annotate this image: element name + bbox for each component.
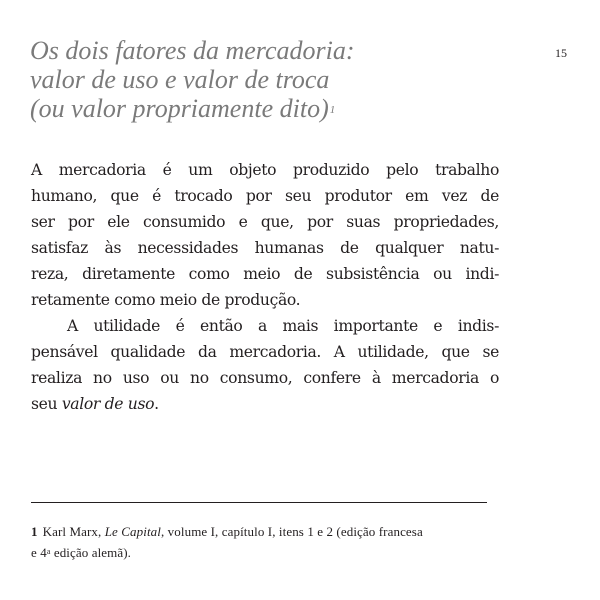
footnote-superscript: a xyxy=(46,547,51,556)
paragraph-1-line: retamente como meio de produção. xyxy=(31,291,301,309)
paragraph-1-line: ser por ele consumido e que, por suas propriedades, xyxy=(31,213,499,231)
page-number: 15 xyxy=(555,46,567,60)
paragraph-2 xyxy=(31,313,499,417)
body-text xyxy=(31,157,499,417)
paragraph-2-line: pensável qualidade da mercadoria. A utilidade, que se xyxy=(31,343,499,361)
paragraph-1-line: satisfaz às necessidades humanas de qualquer natu- xyxy=(31,239,499,257)
heading-line-1: Os dois fatores da mercadoria: xyxy=(30,36,355,65)
heading-line-2: valor de uso e valor de troca xyxy=(30,65,330,94)
heading-line-3 xyxy=(30,94,500,123)
paragraph-1-line: A mercadoria é um objeto produzido pelo trabalho xyxy=(31,161,499,179)
paragraph-1-line: humano, que é trocado por seu produtor em vez de xyxy=(31,187,499,205)
paragraph-2-line xyxy=(31,391,499,417)
footnote-author: Karl Marx, xyxy=(42,524,105,539)
footnote-line-1-rest: , volume I, capítulo I, itens 1 e 2 (edição francesa xyxy=(160,524,423,539)
footnote-number: 1 xyxy=(31,524,38,539)
footnote-line-2-start: e 4 xyxy=(31,545,47,560)
emphasis-valor-de-uso: valor de uso xyxy=(61,395,155,413)
footnote-line-1 xyxy=(31,521,501,542)
footnote-line-2 xyxy=(31,542,501,563)
chapter-heading xyxy=(30,36,500,123)
heading-line-3-text: (ou valor propriamente dito) xyxy=(30,94,329,123)
footnote-line-2-end: edição alemã). xyxy=(50,545,132,560)
footnote-work-title: Le Capital xyxy=(104,524,161,539)
footnote-divider xyxy=(31,502,487,503)
paragraph-2-line: A utilidade é então a mais importante e indis- xyxy=(67,317,499,335)
paragraph-2-line-4-end: . xyxy=(154,395,159,413)
paragraph-2-line: realiza no uso ou no consumo, confere à mercadoria o xyxy=(31,369,499,387)
footnote xyxy=(31,521,501,563)
paragraph-1 xyxy=(31,157,499,313)
paragraph-1-line: reza, diretamente como meio de subsistência ou indi- xyxy=(31,265,499,283)
paragraph-2-line-4-start: seu xyxy=(31,395,62,413)
footnote-reference[interactable]: 1 xyxy=(329,104,336,116)
